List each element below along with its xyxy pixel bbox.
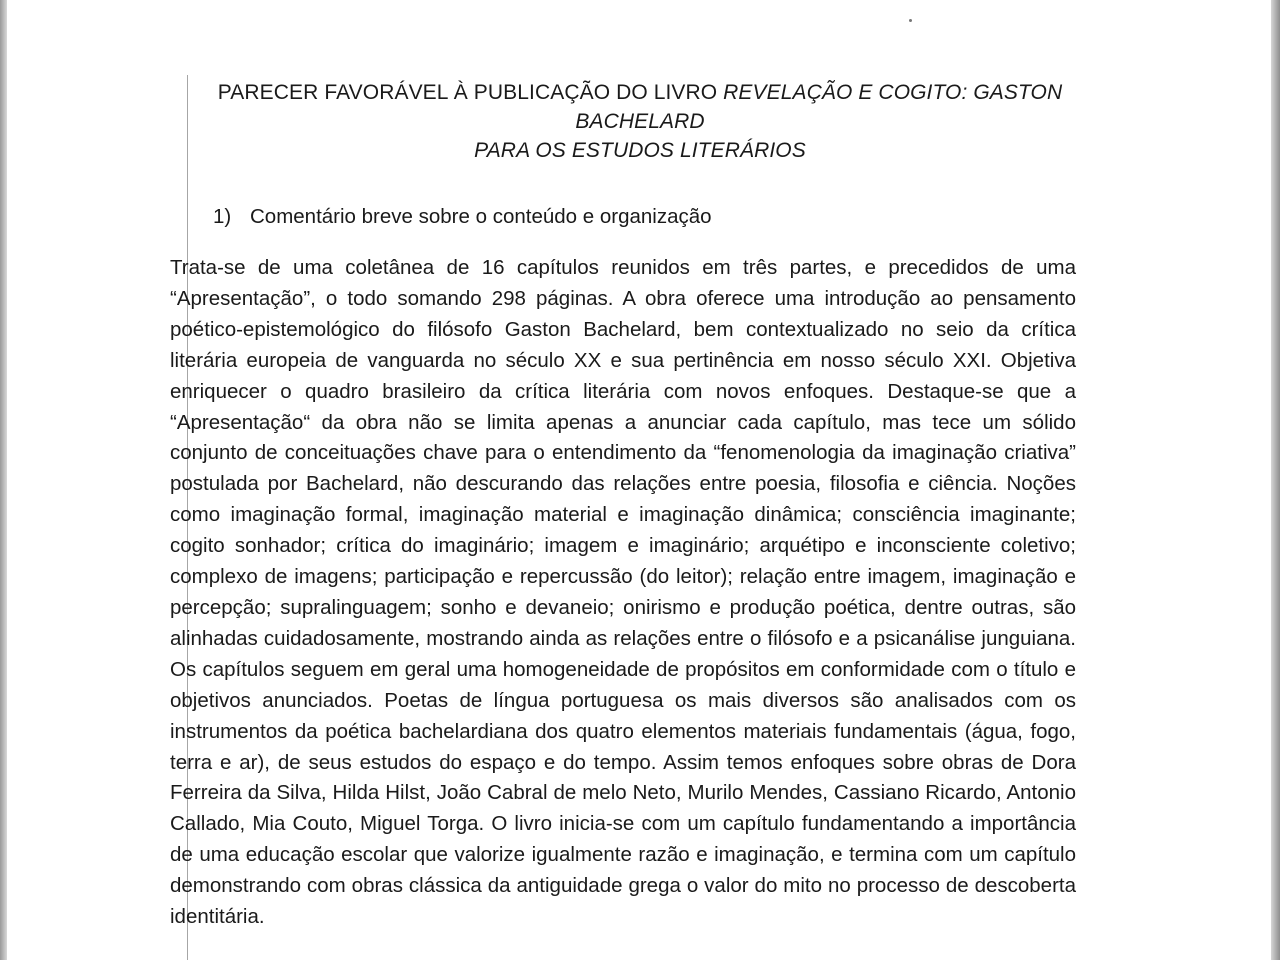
title-prefix: PARECER FAVORÁVEL À PUBLICAÇÃO DO LIVRO (217, 81, 724, 104)
section-number: 1) (213, 205, 232, 228)
section-heading (213, 203, 712, 231)
section-heading-text: Comentário breve sobre o conteúdo e organização (250, 205, 712, 228)
page-edge-right (1271, 0, 1280, 960)
scan-speck (909, 19, 912, 22)
title-book-name-line-2: PARA OS ESTUDOS LITERÁRIOS (474, 139, 806, 162)
document-title (160, 78, 1120, 165)
page-edge-left (0, 0, 7, 960)
body-paragraph: Trata-se de uma coletânea de 16 capítulos reunidos em três partes, e precedidos de uma “Apresentação”, o todo somando 298 páginas. A obra oferece uma introdução ao pensamento poético-epistemológico do filósofo Gaston Bachelard, bem contextualizado no seio da crítica literária europeia de vanguarda no século XX e sua pertinência em nosso século XXI. Objetiva enriquecer o quadro brasileiro da crítica literária com novos enfoques. Destaque-se que a “Apresentação“ da obra não se limita apenas a anunciar cada capítulo, mas tece um sólido conjunto de conceituações chave para o entendimento da “fenomenologia da imaginação criativa” postulada por Bachelard, não descurando das relações entre poesia, filosofia e ciência. Noções como imaginação formal, imaginação material e imaginação dinâmica; consciência imaginante; cogito sonhador; crítica do imaginário; imagem e imaginário; arquétipo e inconsciente coletivo; complexo de imagens; participação e repercussão (do leitor); relação entre imagem, imaginação e percepção; supralinguagem; sonho e devaneio; onirismo e produção poética, dentre outras, são alinhadas cuidadosamente, mostrando ainda as relações entre o filósofo e a psicanálise junguiana. Os capítulos seguem em geral uma homogeneidade de propósitos em conformidade com o título e objetivos anunciados. Poetas de língua portuguesa os mais diversos são analisados com os instrumentos da poética bachelardiana dos quatro elementos materiais fundamentais (água, fogo, terra e ar), de seus estudos do espaço e do tempo. Assim temos enfoques sobre obras de Dora Ferreira da Silva, Hilda Hilst, João Cabral de melo Neto, Murilo Mendes, Cassiano Ricardo, Antonio Callado, Mia Couto, Miguel Torga. O livro inicia-se com um capítulo fundamentando a importância de uma educação escolar que valorize igualmente razão e imaginação, e termina com um capítulo demonstrando com obras clássica da antiguidade grega o valor do mito no processo de descoberta identitária. (170, 256, 1076, 929)
title-book-name-line-1: REVELAÇÃO E COGITO: GASTON BACHELARD (575, 81, 1063, 133)
